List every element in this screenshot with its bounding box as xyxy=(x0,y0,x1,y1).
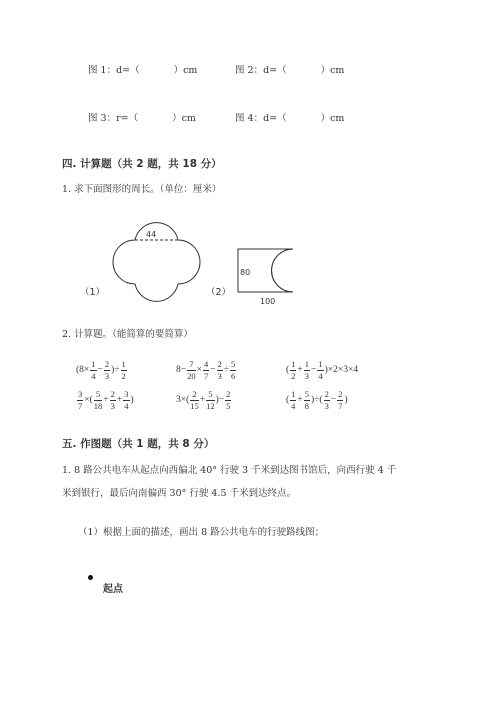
blank-fig2: 图 2：d=（ ）cm xyxy=(235,65,345,76)
section4-q1: 1. 求下面图形的周长。（单位：厘米） xyxy=(62,184,222,195)
blank-fig1: 图 1：d=（ ）cm xyxy=(88,65,198,76)
fig2-label: （2） xyxy=(206,287,232,298)
section5-sub1: （1）根据上面的描述，画出 8 路公共电车的行驶路线图； xyxy=(78,527,325,538)
section5-title: 五. 作图题（共 1 题，共 8 分） xyxy=(62,438,215,450)
expr-2: 8− $\frac{7}{20}$ × $\frac{4}{7}$ − $\frac{2}{3}$ ÷ $\frac{5}{6}$ xyxy=(176,359,236,381)
fig1-value: 44 xyxy=(146,230,157,239)
fig2-width: 100 xyxy=(260,297,276,306)
section5-q1-line2: 米到银行，最后向南偏西 30° 行驶 4.5 千米到达终点。 xyxy=(62,488,297,499)
section4-q2: 2. 计算题。（能简算的要简算） xyxy=(62,329,193,340)
expr-3: ( $\frac{1}{2}$ + $\frac{1}{3}$ − $\frac{1}{4}$ )×2×3×4 xyxy=(286,359,359,381)
expr-6: ( $\frac{1}{4}$ + $\frac{5}{8}$ )÷( $\frac{2}{3}$ − $\frac{2}{7}$ ) xyxy=(286,389,348,411)
quatrefoil-figure xyxy=(113,223,200,302)
fig1-label: （1） xyxy=(80,287,106,298)
expr-4: $\frac{3}{7}$ ×( $\frac{5}{18}$ + $\frac{2}{3}$ + $\frac{3}{4}$ ) xyxy=(78,389,134,411)
section4-title: 四. 计算题（共 2 题，共 18 分） xyxy=(62,158,222,170)
section5-q1-line1: 1. 8 路公共电车从起点向西偏北 40° 行驶 3 千米到达图书馆后，向西行驶 4 千 xyxy=(62,465,397,476)
blank-fig4: 图 4：d=（ ）cm xyxy=(235,113,345,124)
start-point-dot xyxy=(88,575,93,580)
perimeter-figures xyxy=(60,212,380,312)
expr-1: (8× $\frac{1}{4}$ − $\frac{2}{3}$ )÷ $\frac{1}{2}$ xyxy=(76,359,126,381)
start-label: 起点 xyxy=(103,584,123,595)
blank-fig3: 图 3：r=（ ）cm xyxy=(88,113,196,124)
fig2-height: 80 xyxy=(240,268,251,277)
expr-5: 3×( $\frac{2}{15}$ + $\frac{5}{12}$ )− $\frac{2}{5}$ xyxy=(176,389,231,411)
